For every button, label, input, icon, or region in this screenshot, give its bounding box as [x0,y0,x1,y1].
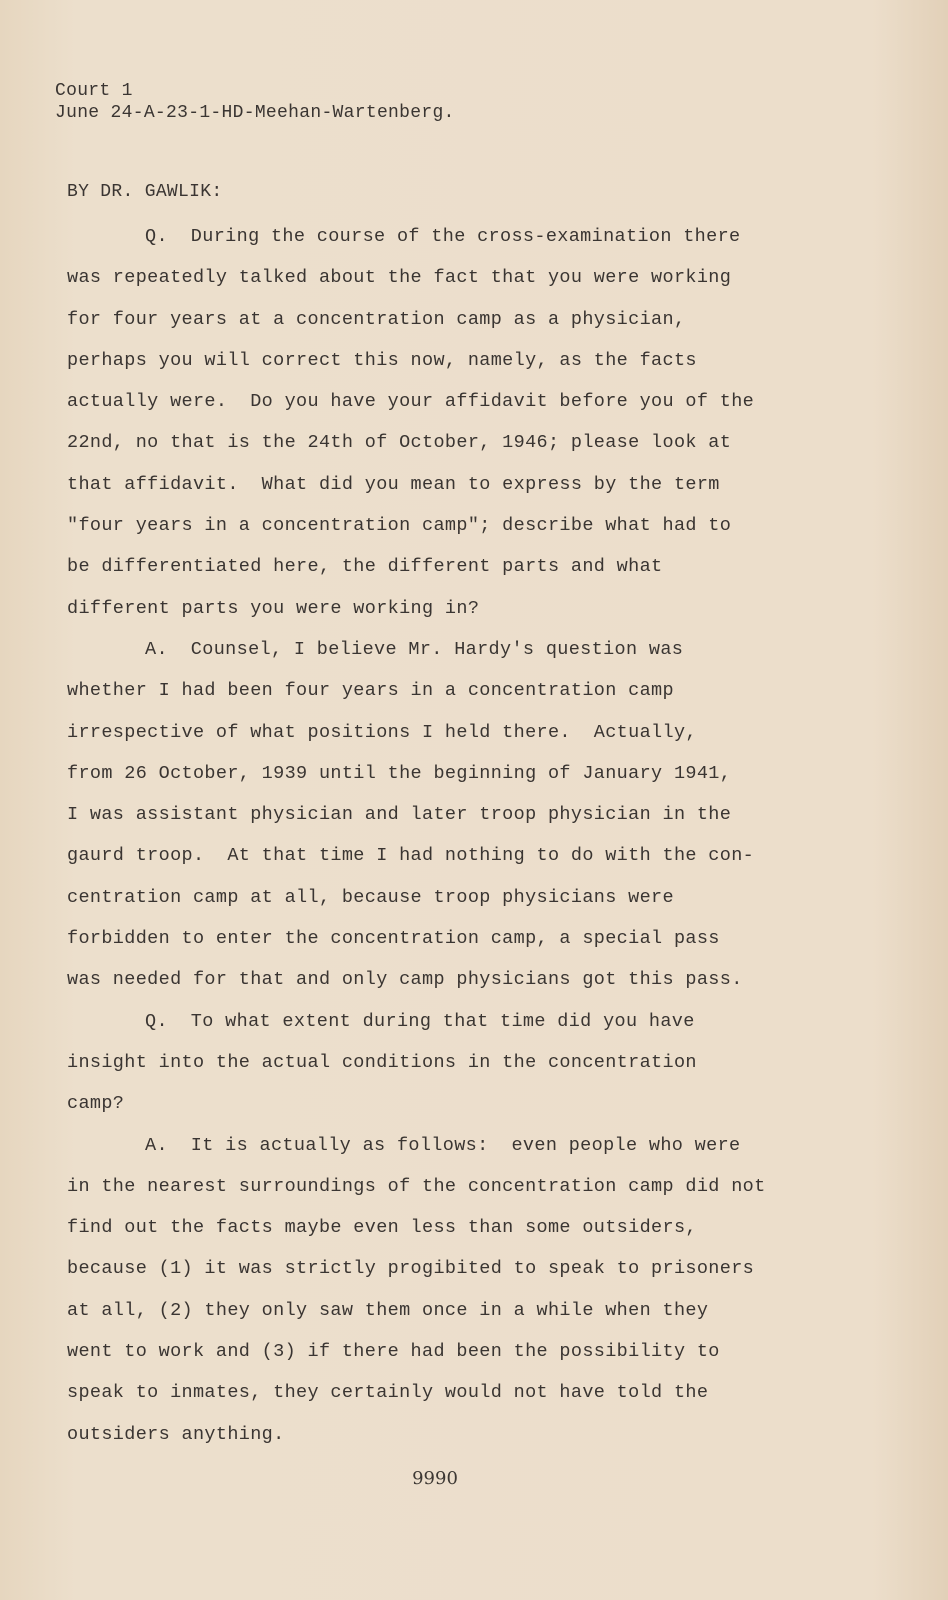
text-line: whether I had been four years in a concentration camp [67,680,674,702]
text-line: insight into the actual conditions in the concentration [67,1051,697,1073]
text-line: outsiders anything. [67,1423,285,1445]
text-line: actually were. Do you have your affidavit before you of the [67,391,755,413]
text-line: went to work and (3) if there had been the possibility to [67,1341,720,1363]
text-line: from 26 October, 1939 until the beginning of January 1941, [67,762,732,784]
document-header [55,80,455,124]
text-line: camp? [67,1093,125,1115]
file-reference: June 24-A-23-1-HD-Meehan-Wartenberg. [55,103,455,123]
page-number: 9990 [412,1468,458,1489]
text-line: at all, (2) they only saw them once in a while when they [67,1299,709,1321]
testimony-body [67,216,897,1455]
text-line: be differentiated here, the different parts and what [67,556,663,578]
text-line: centration camp at all, because troop physicians were [67,886,674,908]
text-line: perhaps you will correct this now, namely, as the facts [67,349,697,371]
text-line: speak to inmates, they certainly would not have told the [67,1382,709,1404]
text-line: irrespective of what positions I held there. Actually, [67,721,697,743]
text-line: find out the facts maybe even less than some outsiders, [67,1217,697,1239]
text-line: was needed for that and only camp physicians got this pass. [67,969,743,991]
text-line: in the nearest surroundings of the concentration camp did not [67,1175,766,1197]
speaker-heading: BY DR. GAWLIK: [67,182,223,202]
text-line: was repeatedly talked about the fact that you were working [67,267,732,289]
text-line: A. Counsel, I believe Mr. Hardy's question was [145,638,684,660]
text-line: 22nd, no that is the 24th of October, 1946; please look at [67,432,732,454]
text-line: forbidden to enter the concentration camp, a special pass [67,928,720,950]
text-line: Q. To what extent during that time did you have [145,1010,695,1032]
text-line: gaurd troop. At that time I had nothing to do with the con- [67,845,755,867]
text-line: because (1) it was strictly progibited to speak to prisoners [67,1258,755,1280]
text-line: different parts you were working in? [67,597,480,619]
text-line: I was assistant physician and later troop physician in the [67,804,732,826]
text-line: for four years at a concentration camp as a physician, [67,308,686,330]
text-line: Q. During the course of the cross-examination there [145,226,741,247]
text-line: "four years in a concentration camp"; describe what had to [67,515,732,537]
court-label: Court 1 [55,81,133,101]
text-line: that affidavit. What did you mean to express by the term [67,473,720,495]
text-line: A. It is actually as follows: even people who were [145,1134,741,1156]
